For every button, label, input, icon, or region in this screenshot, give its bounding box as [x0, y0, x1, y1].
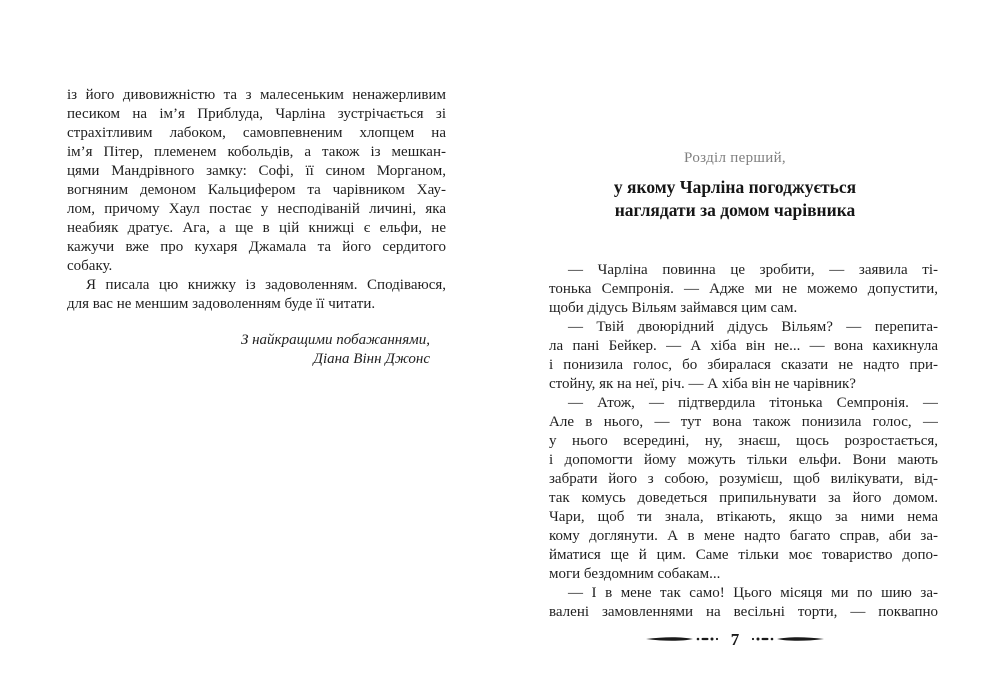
left-page-text-block — [67, 86, 446, 314]
text-line: у нього всередині, ну, знаєш, щось розростається, — [549, 433, 938, 449]
text-line: стойну, як на неї, річ. — А хіба він не чарівник? — [549, 376, 856, 392]
text-line: ла пані Бейкер. — А хіба він не... — вона кахикнула — [549, 338, 938, 354]
chapter-title-line-1: у якому Чарліна погоджується — [613, 177, 857, 197]
text-line: і понизила голос, бо збиралася сказати не надто при- — [549, 357, 938, 373]
chapter-title-line-2: наглядати за домом чарівника — [614, 199, 856, 220]
text-line: лом, причому Хаул постає у несподіваній личині, яка — [67, 201, 446, 217]
text-line: — Чарліна повинна це зробити, — заявила ті- — [568, 262, 938, 278]
signature-wishes-line: З найкращими побажаннями, — [240, 332, 430, 348]
rule-flourish-left-icon — [646, 634, 720, 644]
text-line: кажучи вже про кухаря Джамала та його сердитого — [67, 239, 446, 255]
text-line: моги бездомним собакам... — [549, 566, 721, 582]
page-number: 7 — [730, 629, 740, 649]
text-line: валені замовленнями на весільні торти, — поквапно — [549, 604, 938, 620]
text-line: — Твій двоюрідний дідусь Вільям? — перепита- — [568, 319, 938, 335]
text-line: із його дивовижністю та з малесеньким ненажерливим — [67, 87, 446, 103]
page-footer — [549, 627, 921, 651]
rule-flourish-right-icon — [750, 634, 824, 644]
text-line: для вас не меншим задоволенням буде її читати. — [67, 296, 376, 312]
chapter-number-label: Розділ перший, — [684, 150, 786, 166]
author-signature-block — [67, 331, 446, 368]
text-line: собаку. — [67, 258, 113, 274]
text-line: Чари, щоб ти знала, втікають, якщо за ними нема — [549, 509, 938, 525]
text-line: і допомогти йому можуть тільки ельфи. Вони мають — [549, 452, 938, 468]
text-line: щоби дідусь Вільям займався цим сам. — [549, 300, 798, 316]
text-line: ім’я Пітер, племенем кобольдів, а також із мешкан- — [67, 144, 446, 160]
text-line: йматися ще й цим. Саме тільки моє товариство допо- — [549, 547, 938, 563]
text-line: тонька Семпронія. — Адже ми не можемо допустити, — [549, 281, 938, 297]
chapter-heading — [549, 150, 921, 221]
text-line: Я писала цю книжку із задоволенням. Сподіваюся, — [86, 277, 446, 293]
text-line: Але в нього, — тут вона також понизила голос, — — [549, 414, 938, 430]
text-line: забрати його з собою, розумієш, щоб вилікувати, від- — [549, 471, 938, 487]
text-line: песиком на ім’я Приблуда, Чарліна зустрічається зі — [67, 106, 446, 122]
text-line: — І в мене так само! Цього місяця ми по шию за- — [568, 585, 938, 601]
text-line: цями Мандрівного замку: Софі, її сином Морганом, — [67, 163, 446, 179]
text-line: так комусь доведеться припильнувати за його домом. — [549, 490, 938, 506]
text-line: — Атож, — підтвердила тітонька Семпронія. — — [568, 395, 938, 411]
right-page-text-block — [549, 261, 938, 622]
text-line: вогняним демоном Кальцифером та чарівником Хау- — [67, 182, 446, 198]
signature-author-name: Діана Вінн Джонс — [313, 350, 430, 367]
text-line: кому доглянути. А в мене надто багато справ, аби за- — [549, 528, 938, 544]
text-line: неабияк дратує. Ага, а ще в цій книжці є ельфи, не — [67, 220, 446, 236]
text-line: страхітливим лабоком, самовпевненим хлопцем на — [67, 125, 446, 141]
chapter-title — [549, 176, 921, 221]
